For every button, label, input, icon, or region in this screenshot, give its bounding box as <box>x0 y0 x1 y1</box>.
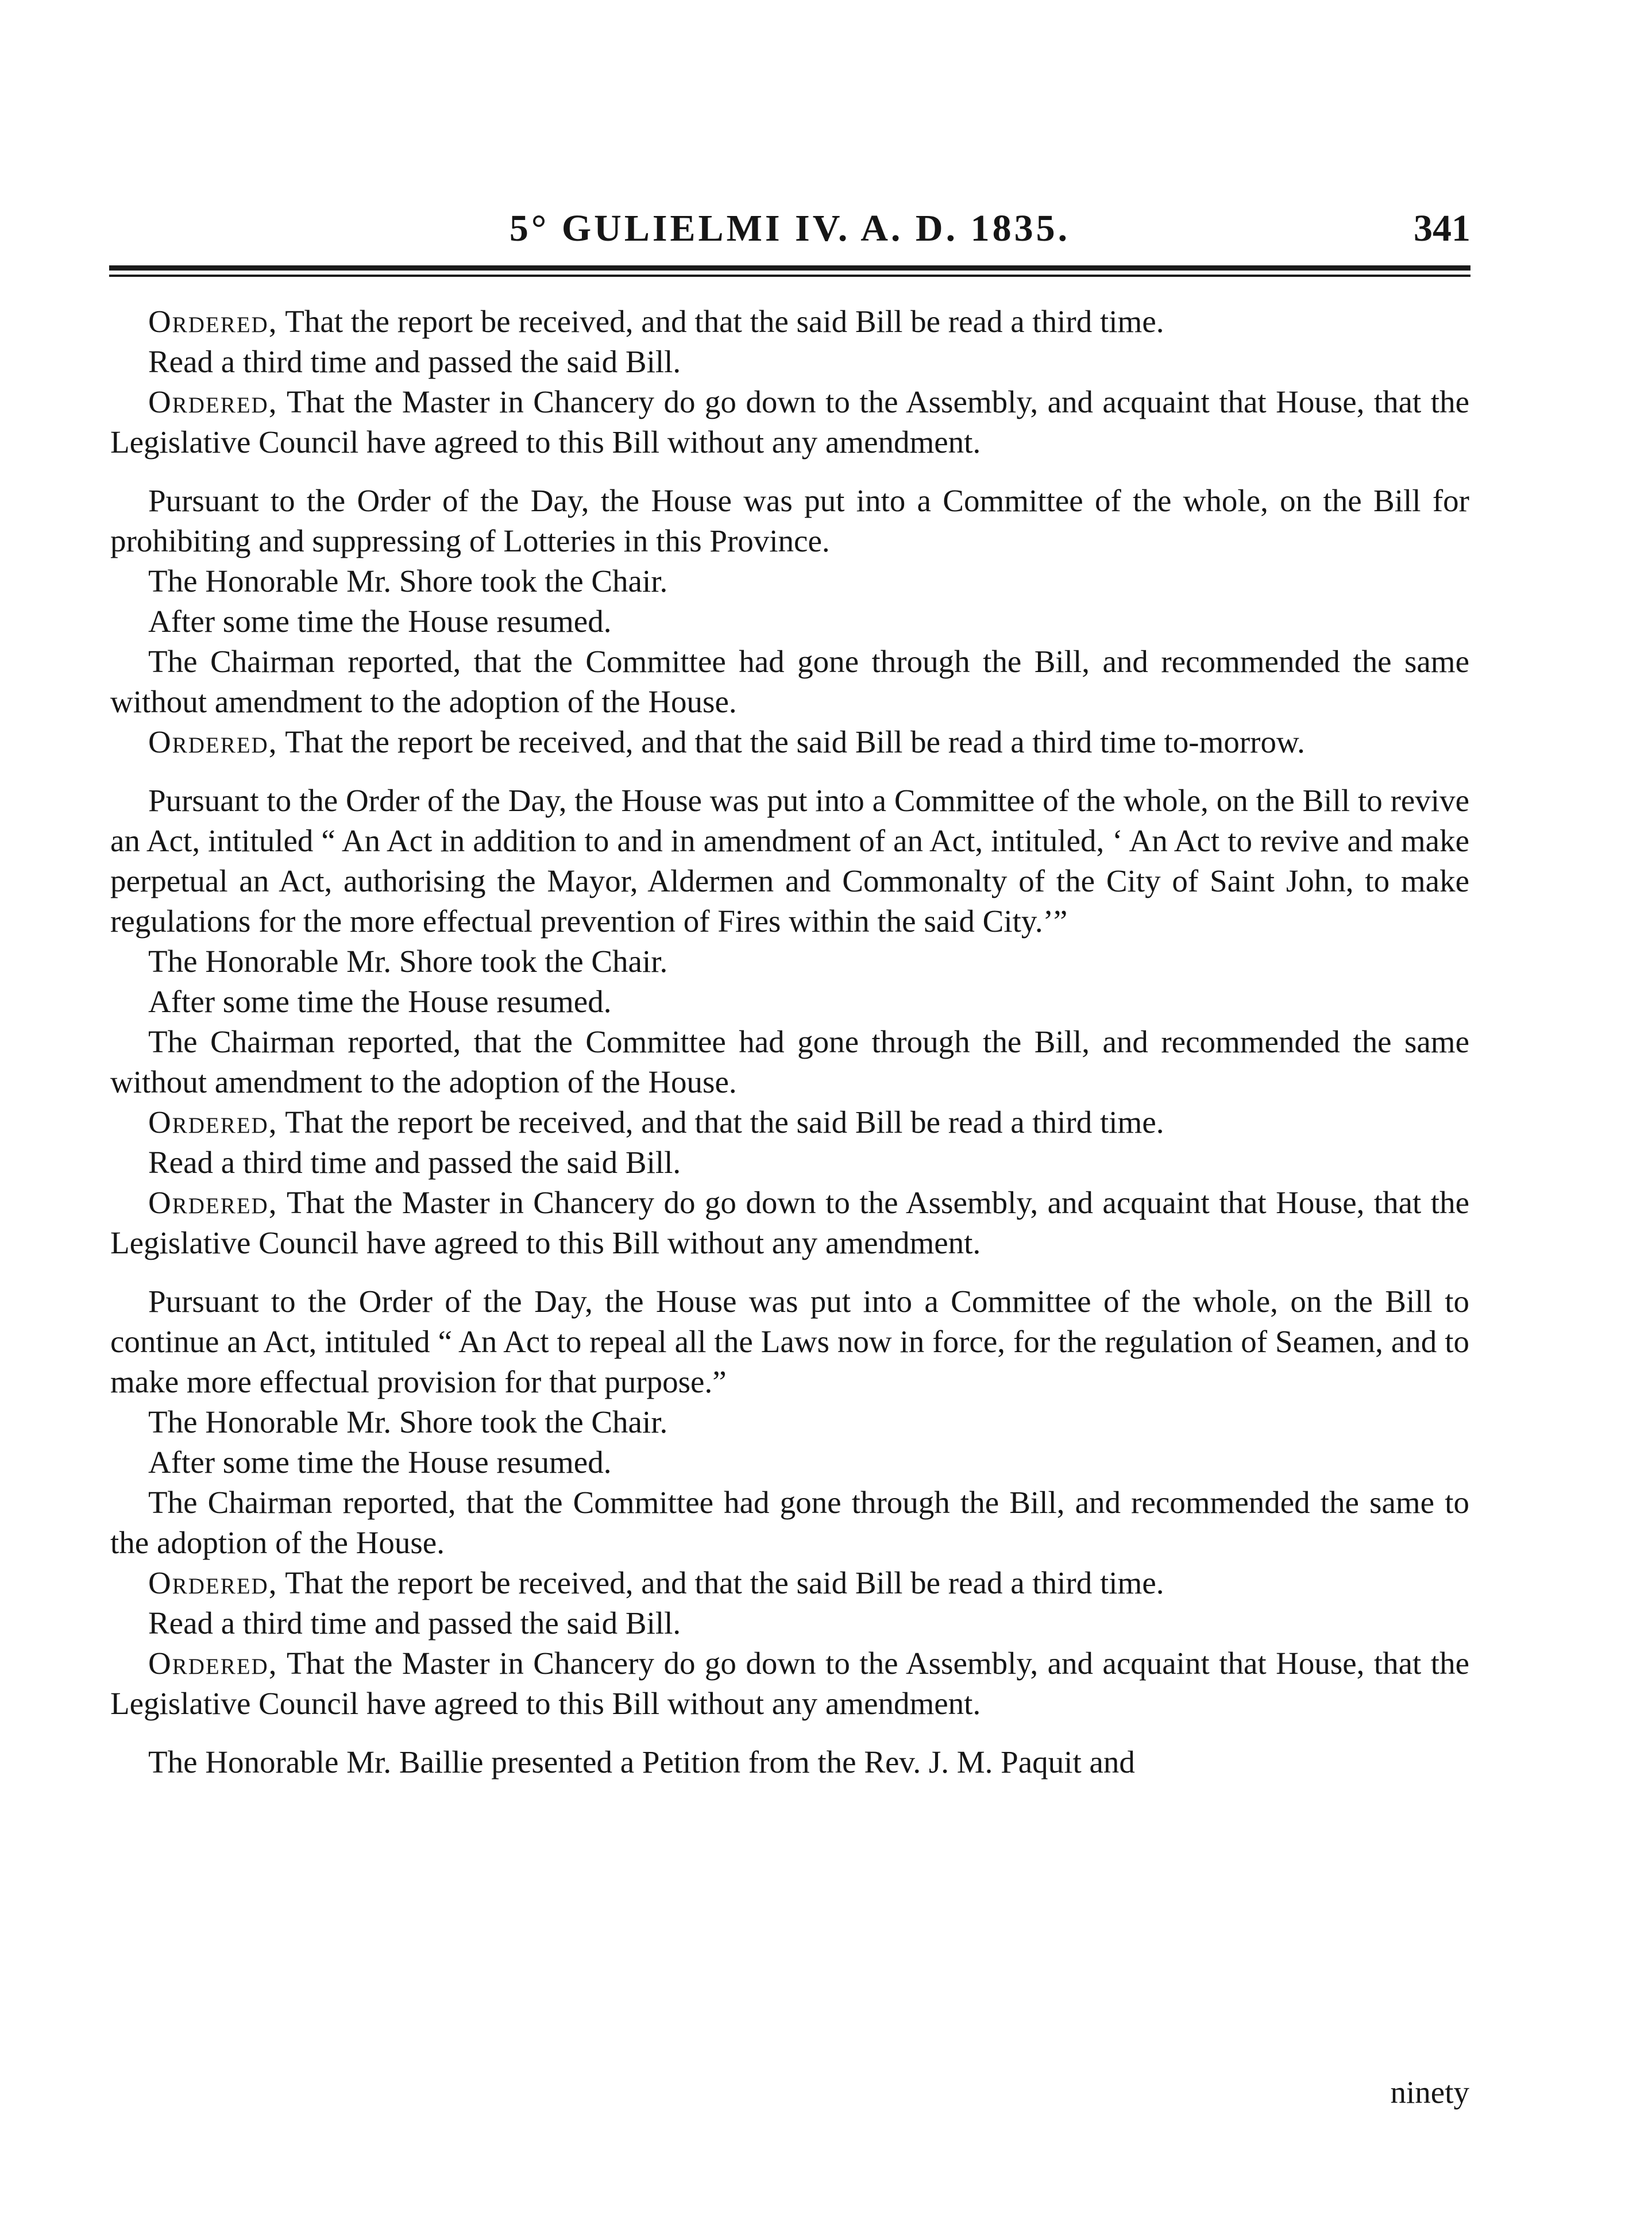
paragraph <box>110 1281 1469 1402</box>
paragraph <box>110 1742 1469 1782</box>
header-rule-thick <box>109 265 1470 271</box>
catchword: ninety <box>1390 2075 1469 2110</box>
paragraph <box>110 1563 1469 1603</box>
header-rule-thin <box>109 275 1470 277</box>
paragraph <box>110 1142 1469 1183</box>
paragraph-text: Pursuant to the Order of the Day, the House was put into a Committee of the whole, on the Bill to revive an Act, intituled “ An Act in addition to and in amendment of an Act, intituled, ‘ An Act to revive and make perpetual an Act, authorising the Mayor, Aldermen and Commonalty of the City of Saint John, to make regulations for the more effectual prevention of Fires within the said City.’” <box>110 783 1469 939</box>
paragraph-lead: Ordered, <box>148 1185 278 1220</box>
paragraph-text: That the report be received, and that the said Bill be read a third time. <box>277 1565 1164 1600</box>
paragraph <box>110 302 1469 342</box>
paragraph-text: The Honorable Mr. Shore took the Chair. <box>148 944 668 979</box>
paragraph-text: Read a third time and passed the said Bill. <box>148 1605 681 1640</box>
paragraph-text: That the Master in Chancery do go down to the Assembly, and acquaint that House, that the Legislative Council have agreed to this Bill without any amendment. <box>110 1646 1469 1721</box>
paragraph <box>110 342 1469 382</box>
paragraph-text: The Chairman reported, that the Committee had gone through the Bill, and recommended the same without amendment to the adoption of the House. <box>110 644 1469 719</box>
paragraph-text: The Chairman reported, that the Committee had gone through the Bill, and recommended the same to the adoption of the House. <box>110 1485 1469 1560</box>
paragraph <box>110 382 1469 462</box>
paragraph-lead: Ordered, <box>148 1105 278 1140</box>
paragraph <box>110 1102 1469 1142</box>
paragraph-lead: Ordered, <box>148 304 278 339</box>
paragraph <box>110 1022 1469 1102</box>
running-title: 5° GULIELMI IV. A. D. 1835. <box>509 207 1071 249</box>
paragraph-lead: Ordered, <box>148 1565 278 1600</box>
paragraph-text: Read a third time and passed the said Bill. <box>148 1145 681 1180</box>
paragraph <box>110 601 1469 642</box>
paragraph-text: That the Master in Chancery do go down to the Assembly, and acquaint that House, that the Legislative Council have agreed to this Bill without any amendment. <box>110 384 1469 460</box>
body-text <box>110 302 1469 1782</box>
paragraph-text: The Honorable Mr. Baillie presented a Petition from the Rev. J. M. Paquit and <box>148 1744 1135 1779</box>
paragraph <box>110 781 1469 941</box>
paragraph-text: Read a third time and passed the said Bill. <box>148 344 681 379</box>
paragraph-text: The Honorable Mr. Shore took the Chair. <box>148 563 668 599</box>
paragraph <box>110 982 1469 1022</box>
page-number: 341 <box>1414 207 1470 249</box>
paragraph <box>110 1183 1469 1263</box>
paragraph-lead: Ordered, <box>148 384 278 419</box>
paragraph <box>110 481 1469 561</box>
paragraph <box>110 561 1469 601</box>
paragraph-text: That the report be received, and that the said Bill be read a third time to-morrow. <box>277 724 1305 759</box>
page-header <box>109 207 1470 258</box>
paragraph-lead: Ordered, <box>148 1646 278 1681</box>
paragraph <box>110 722 1469 762</box>
paragraph-text: That the report be received, and that the said Bill be read a third time. <box>277 304 1164 339</box>
paragraph <box>110 642 1469 722</box>
paragraph <box>110 1603 1469 1643</box>
paragraph-text: After some time the House resumed. <box>148 1445 612 1480</box>
paragraph-text: After some time the House resumed. <box>148 604 612 639</box>
paragraph-lead: Ordered, <box>148 724 278 759</box>
paragraph <box>110 1402 1469 1442</box>
paragraph-text: The Honorable Mr. Shore took the Chair. <box>148 1404 668 1439</box>
paragraph-text: The Chairman reported, that the Committee had gone through the Bill, and recommended the same without amendment to the adoption of the House. <box>110 1024 1469 1099</box>
paragraph-text: Pursuant to the Order of the Day, the House was put into a Committee of the whole, on the Bill for prohibiting and suppressing of Lotteries in this Province. <box>110 483 1469 558</box>
paragraph <box>110 1643 1469 1724</box>
paragraph-text: That the report be received, and that the said Bill be read a third time. <box>277 1105 1164 1140</box>
paragraph <box>110 1483 1469 1563</box>
paragraph-text: That the Master in Chancery do go down to the Assembly, and acquaint that House, that the Legislative Council have agreed to this Bill without any amendment. <box>110 1185 1469 1260</box>
paragraph <box>110 941 1469 982</box>
paragraph-text: After some time the House resumed. <box>148 984 612 1019</box>
paragraph-text: Pursuant to the Order of the Day, the House was put into a Committee of the whole, on the Bill to continue an Act, intituled “ An Act to repeal all the Laws now in force, for the regulation of Seamen, and to make more effectual provision for that purpose.” <box>110 1284 1469 1399</box>
paragraph <box>110 1442 1469 1483</box>
